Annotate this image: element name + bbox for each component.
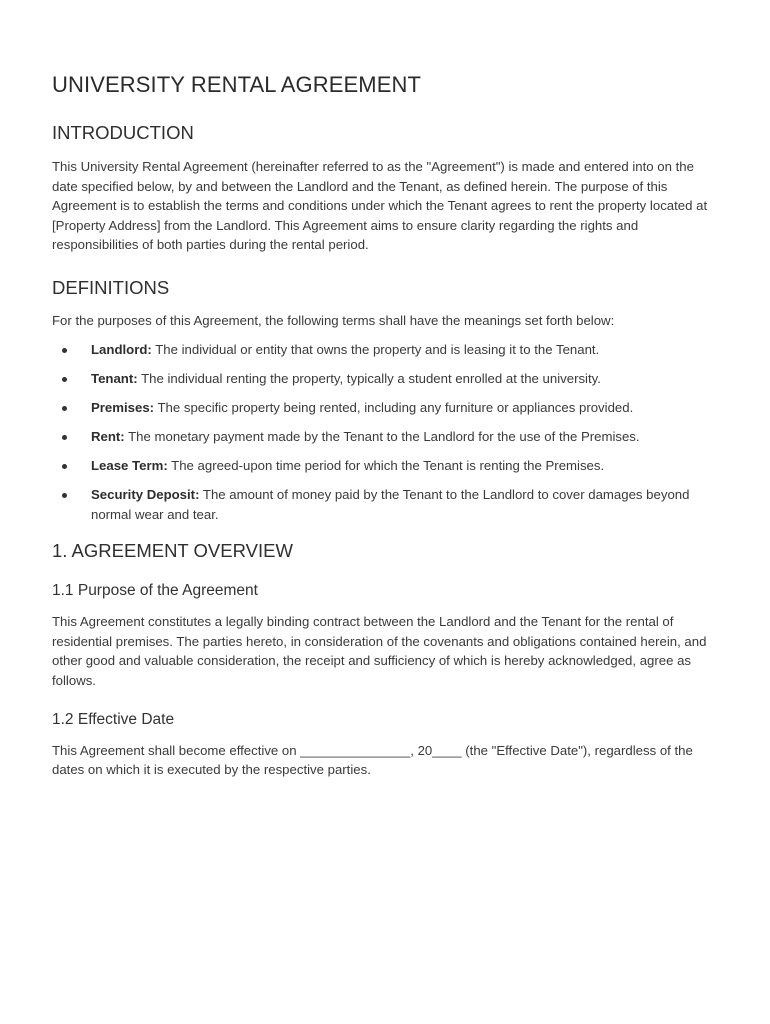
bullet-icon xyxy=(62,464,67,469)
section-1-1-paragraph: This Agreement constitutes a legally binding contract between the Landlord and the Tenant for the rental of residential premises. The parties hereto, in consideration of the covenants and obligations contained herein, and other good and valuable consideration, the receipt and sufficiency of which is hereby acknowledged, agree as follows. xyxy=(52,614,707,688)
section-1-heading: 1. AGREEMENT OVERVIEW xyxy=(52,540,293,562)
definition-item-lease-term xyxy=(52,456,718,476)
definition-text: The individual or entity that owns the property and is leasing it to the Tenant. xyxy=(151,341,600,357)
definitions-list xyxy=(52,340,718,525)
definition-item-premises xyxy=(52,398,718,418)
definition-item-landlord xyxy=(52,340,718,360)
definition-term: Rent: xyxy=(91,428,125,444)
section-1-2-paragraph: This Agreement shall become effective on _______________, 20____ (the "Effective Date"), regardless of the dates on which it is executed by the respective parties. xyxy=(52,742,693,778)
definition-term: Lease Term: xyxy=(91,457,168,473)
section-1-1-heading: 1.1 Purpose of the Agreement xyxy=(52,582,258,600)
introduction-heading: INTRODUCTION xyxy=(52,122,194,143)
definitions-lead-paragraph: For the purposes of this Agreement, the following terms shall have the meanings set forth below: xyxy=(52,312,615,328)
definition-text: The agreed-upon time period for which the Tenant is renting the Premises. xyxy=(167,457,605,473)
definition-text: The individual renting the property, typically a student enrolled at the university. xyxy=(137,370,601,386)
section-1-2-heading: 1.2 Effective Date xyxy=(52,710,175,728)
bullet-icon xyxy=(62,406,67,411)
definitions-heading: DEFINITIONS xyxy=(52,276,170,298)
document-title: UNIVERSITY RENTAL AGREEMENT xyxy=(52,72,422,97)
definition-text: The amount of money paid by the Tenant to the Landlord to cover damages beyond normal wear and tear. xyxy=(91,487,690,522)
definition-term: Tenant: xyxy=(91,370,138,386)
introduction-paragraph: This University Rental Agreement (hereinafter referred to as the "Agreement") is made and entered into on the date specified below, by and between the Landlord and the Tenant, as defined herein. The purpose of this Agreement is to establish the terms and conditions under which the Tenant agrees to rent the property located at [Property Address] from the Landlord. This Agreement aims to ensure clarity regarding the rights and responsibilities of both parties during the rental period. xyxy=(52,159,708,253)
bullet-icon xyxy=(62,377,67,382)
bullet-icon xyxy=(62,348,67,353)
definition-item-rent xyxy=(52,427,718,447)
definition-term: Landlord: xyxy=(91,341,152,357)
bullet-icon xyxy=(62,493,67,498)
definition-item-security-deposit xyxy=(52,485,718,524)
definition-item-tenant xyxy=(52,369,718,389)
definition-term: Premises: xyxy=(91,399,155,415)
definition-text: The monetary payment made by the Tenant to the Landlord for the use of the Premises. xyxy=(124,428,640,444)
definition-term: Security Deposit: xyxy=(91,487,200,503)
bullet-icon xyxy=(62,435,67,440)
definition-text: The specific property being rented, including any furniture or appliances provided. xyxy=(154,399,634,415)
